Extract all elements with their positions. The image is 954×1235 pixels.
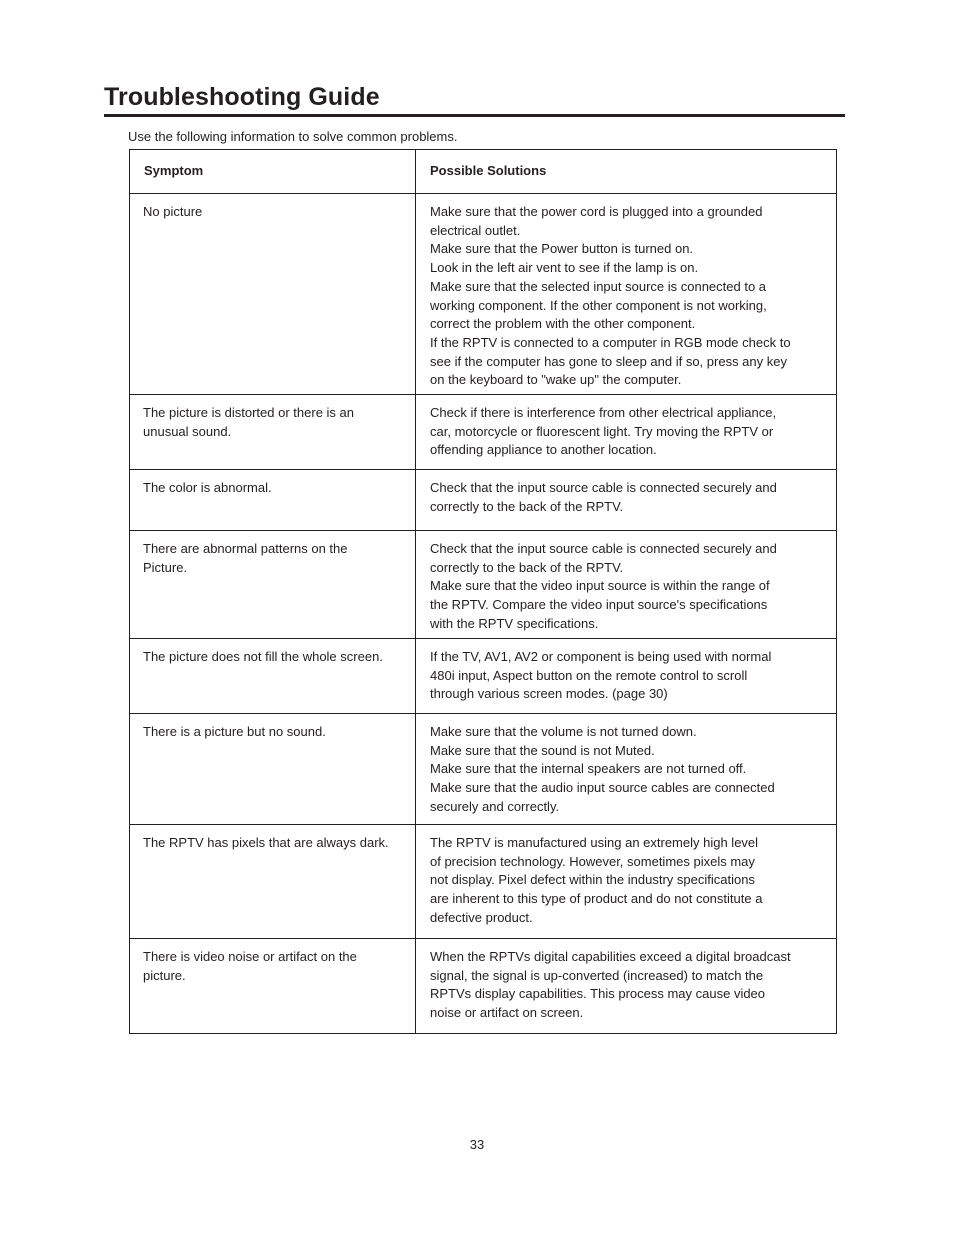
table-row	[130, 825, 837, 939]
troubleshooting-table	[129, 149, 837, 1034]
page-number: 33	[469, 1137, 485, 1152]
symptom-cell	[130, 531, 416, 639]
symptom-line: The picture is distorted or there is an	[143, 405, 354, 421]
solution-line: Make sure that the internal speakers are not turned off.	[430, 761, 747, 777]
solution-cell	[416, 194, 837, 395]
symptom-cell	[130, 194, 416, 395]
solution-line: Check that the input source cable is connected securely and	[430, 480, 777, 496]
solution-line: correct the problem with the other component.	[430, 316, 696, 332]
table-header-row	[130, 150, 837, 194]
solution-line: signal, the signal is up-converted (increased) to match the	[430, 967, 764, 983]
intro-text: Use the following information to solve common problems.	[128, 129, 458, 144]
solution-line: are inherent to this type of product and do not constitute a	[430, 891, 763, 907]
symptom-line: No picture	[143, 204, 203, 219]
symptom-cell	[130, 639, 416, 714]
solution-line: see if the computer has gone to sleep and if so, press any key	[430, 353, 787, 369]
page-title: Troubleshooting Guide	[104, 83, 380, 111]
solution-line: When the RPTVs digital capabilities exceed a digital broadcast	[430, 949, 791, 965]
solution-line: Make sure that the audio input source cables are connected	[430, 780, 775, 796]
symptom-line: There is a picture but no sound.	[143, 724, 326, 740]
solution-cell	[416, 939, 837, 1034]
symptom-column-header: Symptom	[130, 150, 416, 194]
table-row	[130, 395, 837, 470]
solution-line: Make sure that the video input source is within the range of	[430, 578, 770, 594]
solution-line: Check if there is interference from other electrical appliance,	[430, 405, 777, 421]
solution-line: electrical outlet.	[430, 222, 521, 238]
solution-line: Make sure that the power cord is plugged into a grounded	[430, 204, 763, 219]
solution-line: If the TV, AV1, AV2 or component is being used with normal	[430, 649, 772, 665]
solution-line: Look in the left air vent to see if the lamp is on.	[430, 260, 699, 276]
table-row	[130, 470, 837, 531]
solution-line: RPTVs display capabilities. This process may cause video	[430, 986, 766, 1002]
solution-line: with the RPTV specifications.	[430, 615, 599, 631]
symptom-line: The RPTV has pixels that are always dark.	[143, 835, 389, 851]
solution-line: not display. Pixel defect within the industry specifications	[430, 872, 755, 888]
symptom-line: The picture does not fill the whole screen.	[143, 649, 383, 665]
symptom-cell	[130, 714, 416, 825]
symptom-cell	[130, 395, 416, 470]
solution-line: correctly to the back of the RPTV.	[430, 498, 624, 514]
solution-line: the RPTV. Compare the video input source's specifications	[430, 597, 768, 613]
solution-line: offending appliance to another location.	[430, 442, 657, 458]
solution-line: Make sure that the selected input source is connected to a	[430, 278, 767, 294]
table-row	[130, 939, 837, 1034]
solution-line: working component. If the other component is not working,	[430, 297, 767, 313]
solution-cell	[416, 639, 837, 714]
solution-line: through various screen modes. (page 30)	[430, 686, 668, 702]
solution-line: Make sure that the sound is not Muted.	[430, 742, 655, 758]
symptom-line: unusual sound.	[143, 423, 232, 439]
title-rule	[104, 114, 845, 117]
symptom-cell	[130, 470, 416, 531]
solution-line: Check that the input source cable is connected securely and	[430, 541, 777, 557]
solution-line: defective product.	[430, 909, 533, 925]
symptom-line: Picture.	[143, 559, 188, 575]
solution-line: of precision technology. However, sometimes pixels may	[430, 853, 755, 869]
symptom-line: There are abnormal patterns on the	[143, 541, 348, 557]
solution-cell	[416, 714, 837, 825]
symptom-line: The color is abnormal.	[143, 480, 272, 496]
solution-cell	[416, 395, 837, 470]
solution-cell	[416, 825, 837, 939]
solution-line: The RPTV is manufactured using an extremely high level	[430, 835, 759, 851]
solution-line: correctly to the back of the RPTV.	[430, 559, 624, 575]
solution-line: noise or artifact on screen.	[430, 1005, 584, 1021]
solution-line: 480i input, Aspect button on the remote control to scroll	[430, 667, 748, 683]
solution-line: If the RPTV is connected to a computer in RGB mode check to	[430, 334, 791, 350]
solution-cell	[416, 470, 837, 531]
solution-line: Make sure that the Power button is turned on.	[430, 241, 694, 257]
symptom-cell	[130, 939, 416, 1034]
table-row	[130, 531, 837, 639]
solution-line: on the keyboard to "wake up" the computer.	[430, 372, 682, 388]
solution-line: car, motorcycle or fluorescent light. Try moving the RPTV or	[430, 423, 774, 439]
symptom-line: There is video noise or artifact on the	[143, 949, 357, 965]
table-row	[130, 194, 837, 395]
table-row	[130, 639, 837, 714]
table-row	[130, 714, 837, 825]
symptom-cell	[130, 825, 416, 939]
table-body	[130, 194, 837, 1034]
solution-line: securely and correctly.	[430, 798, 560, 814]
solutions-column-header: Possible Solutions	[416, 150, 837, 194]
solution-cell	[416, 531, 837, 639]
symptom-line: picture.	[143, 967, 186, 983]
solution-line: Make sure that the volume is not turned down.	[430, 724, 697, 740]
